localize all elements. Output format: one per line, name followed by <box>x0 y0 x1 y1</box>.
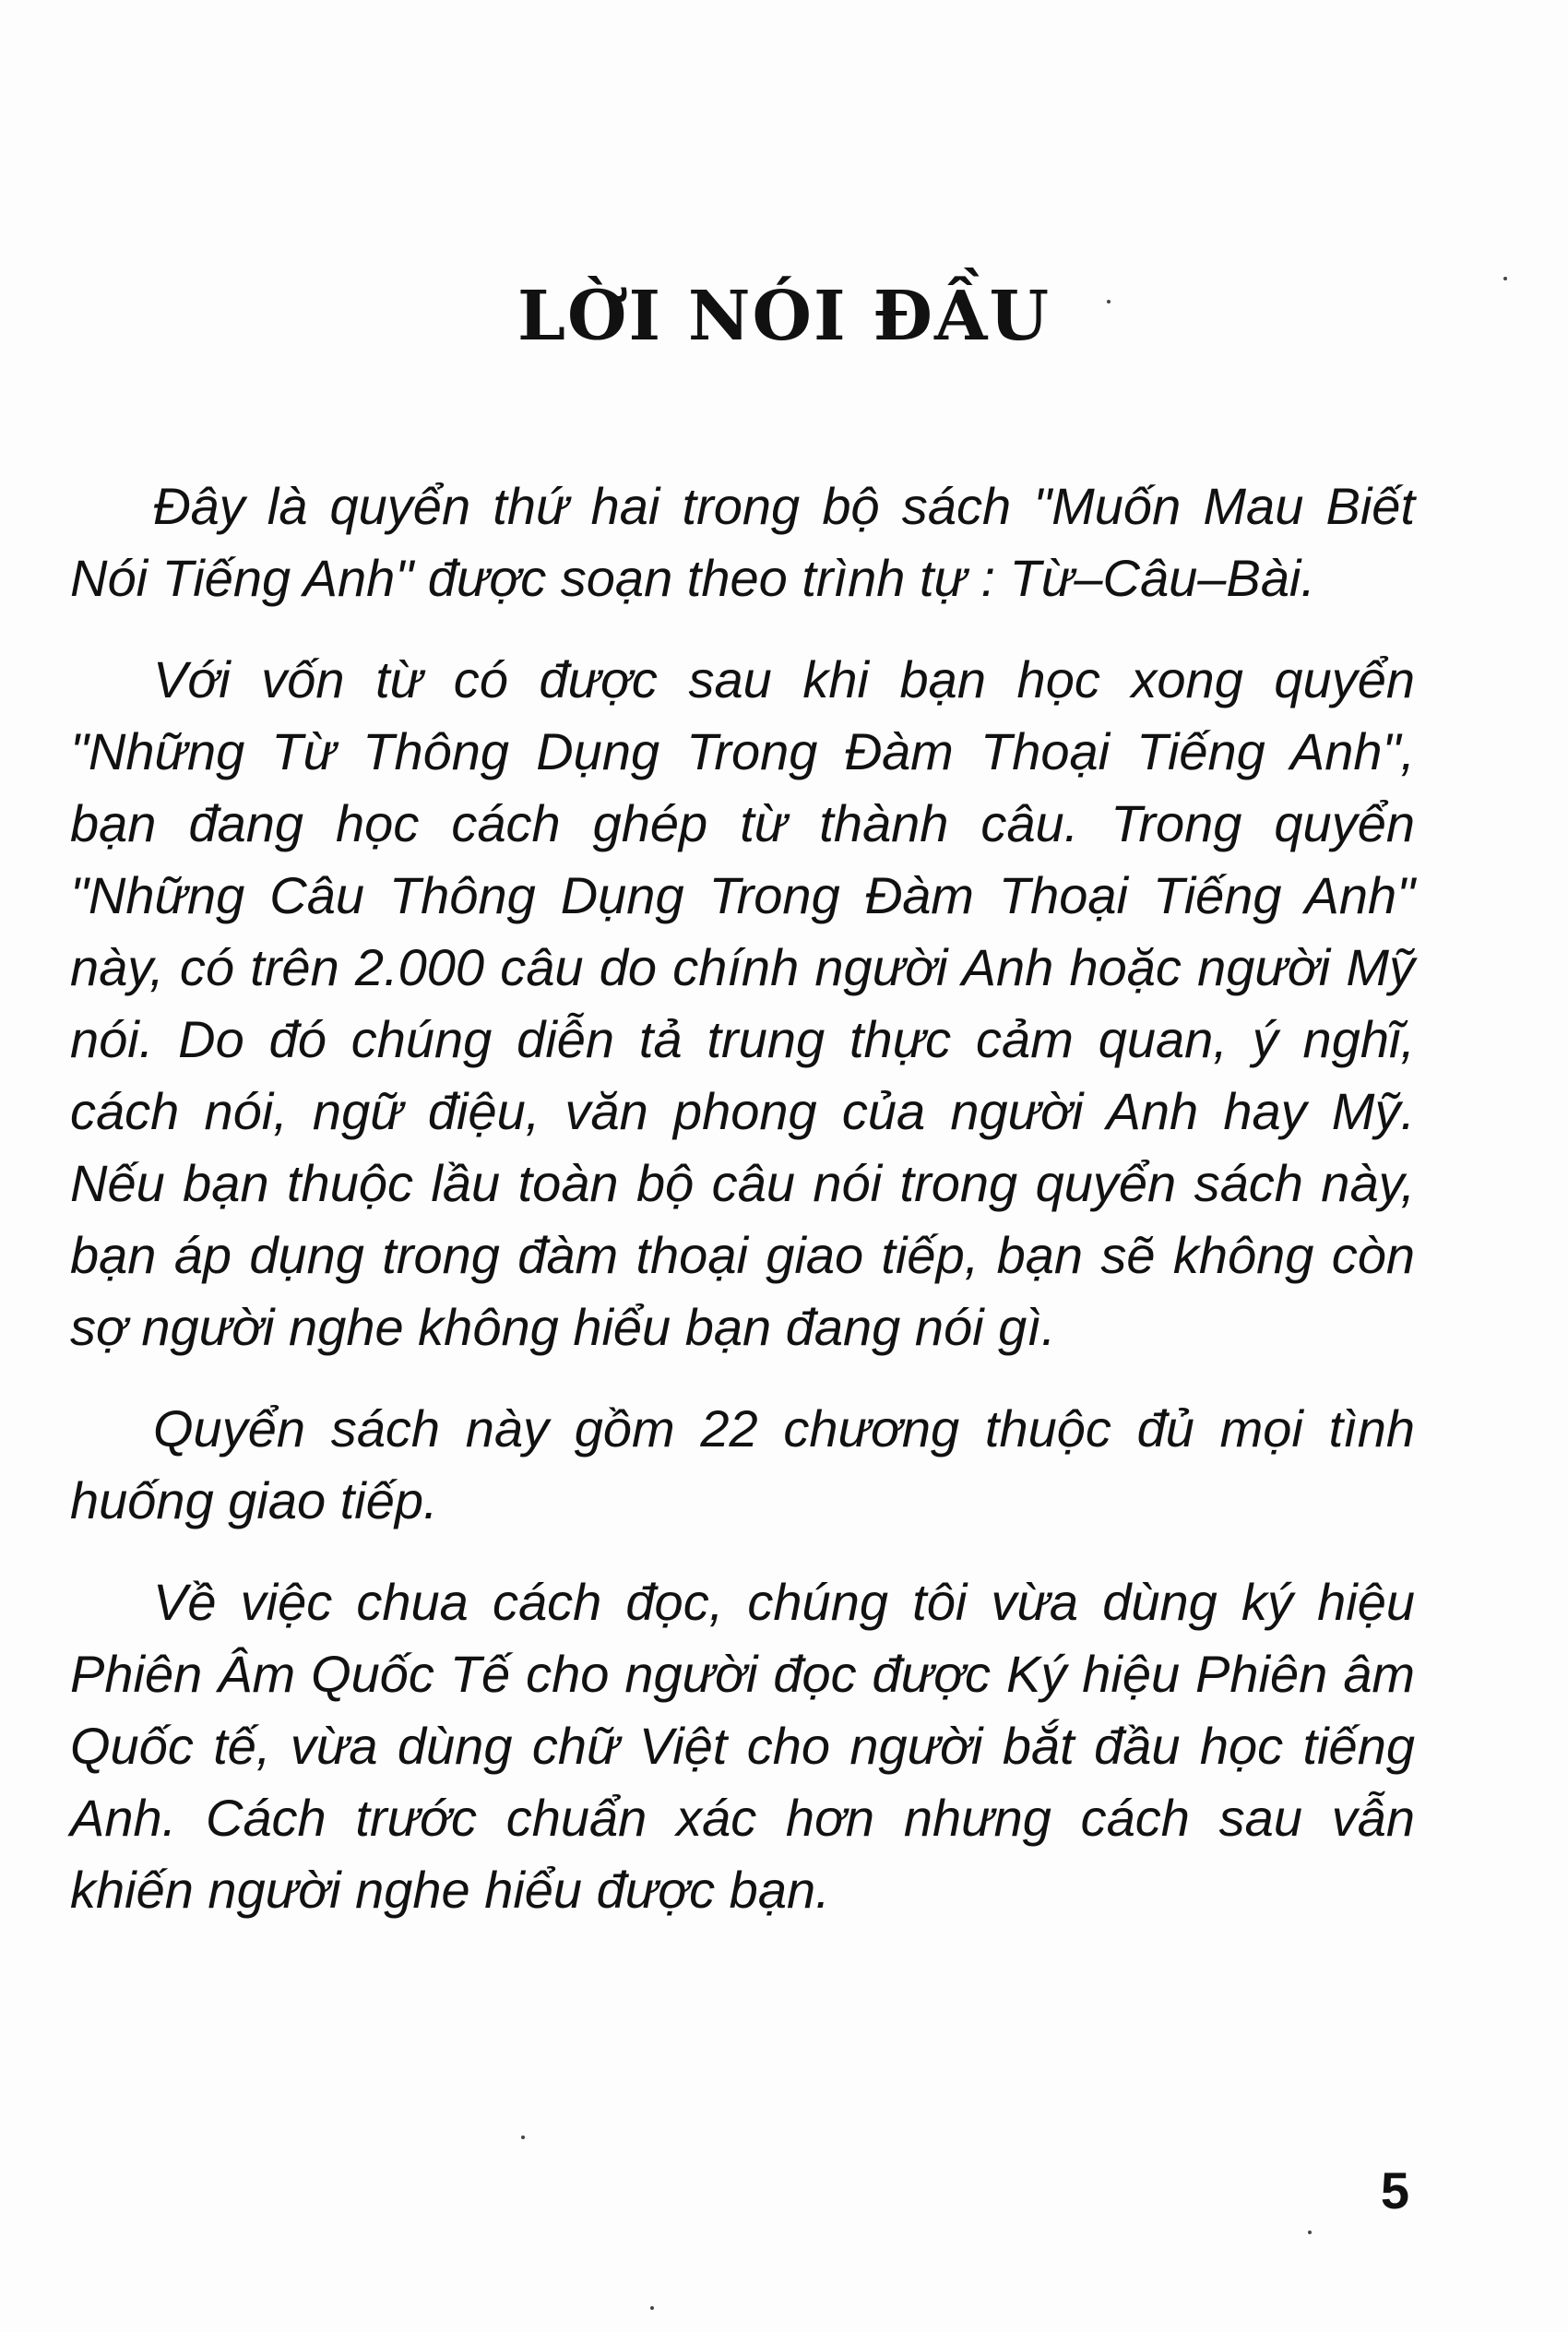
paragraph-4: Về việc chua cách đọc, chúng tôi vừa dùng ký hiệu Phiên Âm Quốc Tế cho người đọc được Ký hiệu Phiên âm Quốc tế, vừa dùng chữ Việt cho người bắt đầu học tiếng Anh. Cách trước chuẩn xác hơn nhưng cách sau vẫn khiến người nghe hiểu được bạn. <box>70 1573 1415 1919</box>
scan-speck <box>650 2306 654 2310</box>
page-title: LỜI NÓI ĐẦU <box>517 277 1051 356</box>
preface-body <box>70 470 1415 1956</box>
paragraph-2: Với vốn từ có được sau khi bạn học xong quyển "Những Từ Thông Dụng Trong Đàm Thoại Tiếng Anh", bạn đang học cách ghép từ thành câu. Trong quyển "Những Câu Thông Dụng Trong Đàm Thoại Tiếng Anh" này, có trên 2.000 câu do chính người Anh hoặc người Mỹ nói. Do đó chúng diễn tả trung thực cảm quan, ý nghĩ, cách nói, ngữ điệu, văn phong của người Anh hay Mỹ. Nếu bạn thuộc lầu toàn bộ câu nói trong quyển sách này, bạn áp dụng trong đàm thoại giao tiếp, bạn sẽ không còn sợ người nghe không hiểu bạn đang nói gì. <box>70 650 1415 1356</box>
page-number: 5 <box>1380 2161 1409 2219</box>
scan-speck <box>1308 2231 1312 2234</box>
scan-speck <box>521 2136 525 2139</box>
paragraph-1: Đây là quyển thứ hai trong bộ sách "Muốn Mau Biết Nói Tiếng Anh" được soạn theo trình tự : Từ–Câu–Bài. <box>70 477 1415 607</box>
paragraph-3: Quyển sách này gồm 22 chương thuộc đủ mọi tình huống giao tiếp. <box>70 1399 1415 1529</box>
scan-speck <box>1503 277 1507 280</box>
scan-speck <box>1107 300 1111 303</box>
